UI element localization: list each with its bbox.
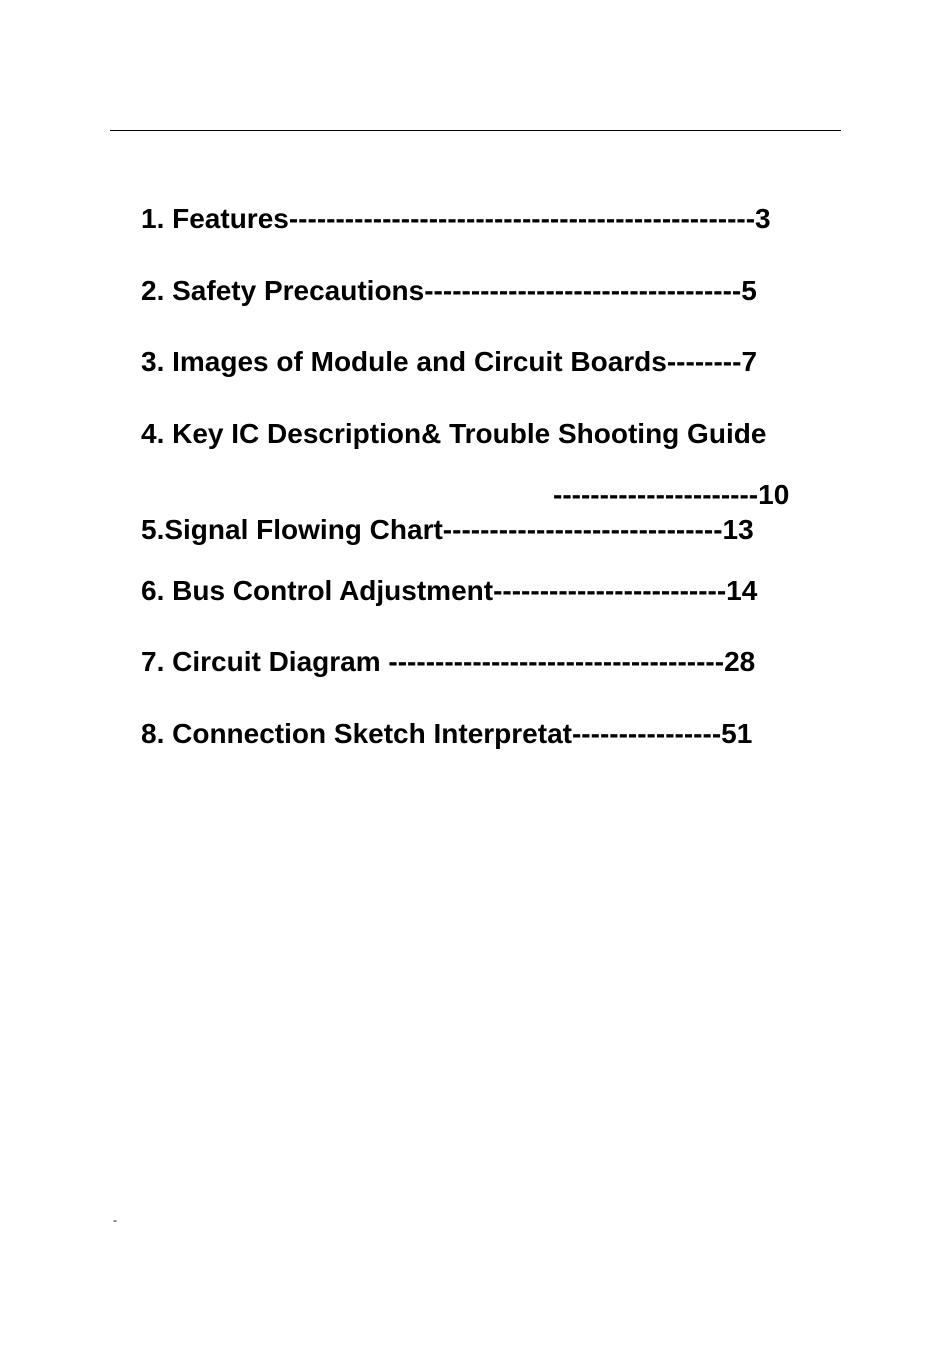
header-rule (110, 130, 841, 131)
footer-mark: - (113, 1213, 117, 1227)
toc-entry-safety-precautions[interactable]: 2. Safety Precautions----------------------------------5 (141, 275, 757, 306)
toc-entry-connection-sketch[interactable]: 8. Connection Sketch Interpretat----------------51 (141, 718, 753, 749)
toc-entry-key-ic-description[interactable]: 4. Key IC Description& Trouble Shooting Guide (141, 418, 767, 449)
toc-entry-key-ic-page[interactable]: ----------------------10 (553, 479, 790, 510)
toc-entry-signal-flowing-chart[interactable]: 5.Signal Flowing Chart------------------------------13 (141, 514, 754, 545)
toc-entry-features[interactable]: 1. Features--------------------------------------------------3 (141, 203, 771, 234)
toc-entry-images-of-module[interactable]: 3. Images of Module and Circuit Boards--------7 (141, 346, 758, 377)
toc-entry-circuit-diagram[interactable]: 7. Circuit Diagram ------------------------------------28 (141, 646, 756, 677)
toc-entry-bus-control-adjustment[interactable]: 6. Bus Control Adjustment-------------------------14 (141, 575, 758, 606)
